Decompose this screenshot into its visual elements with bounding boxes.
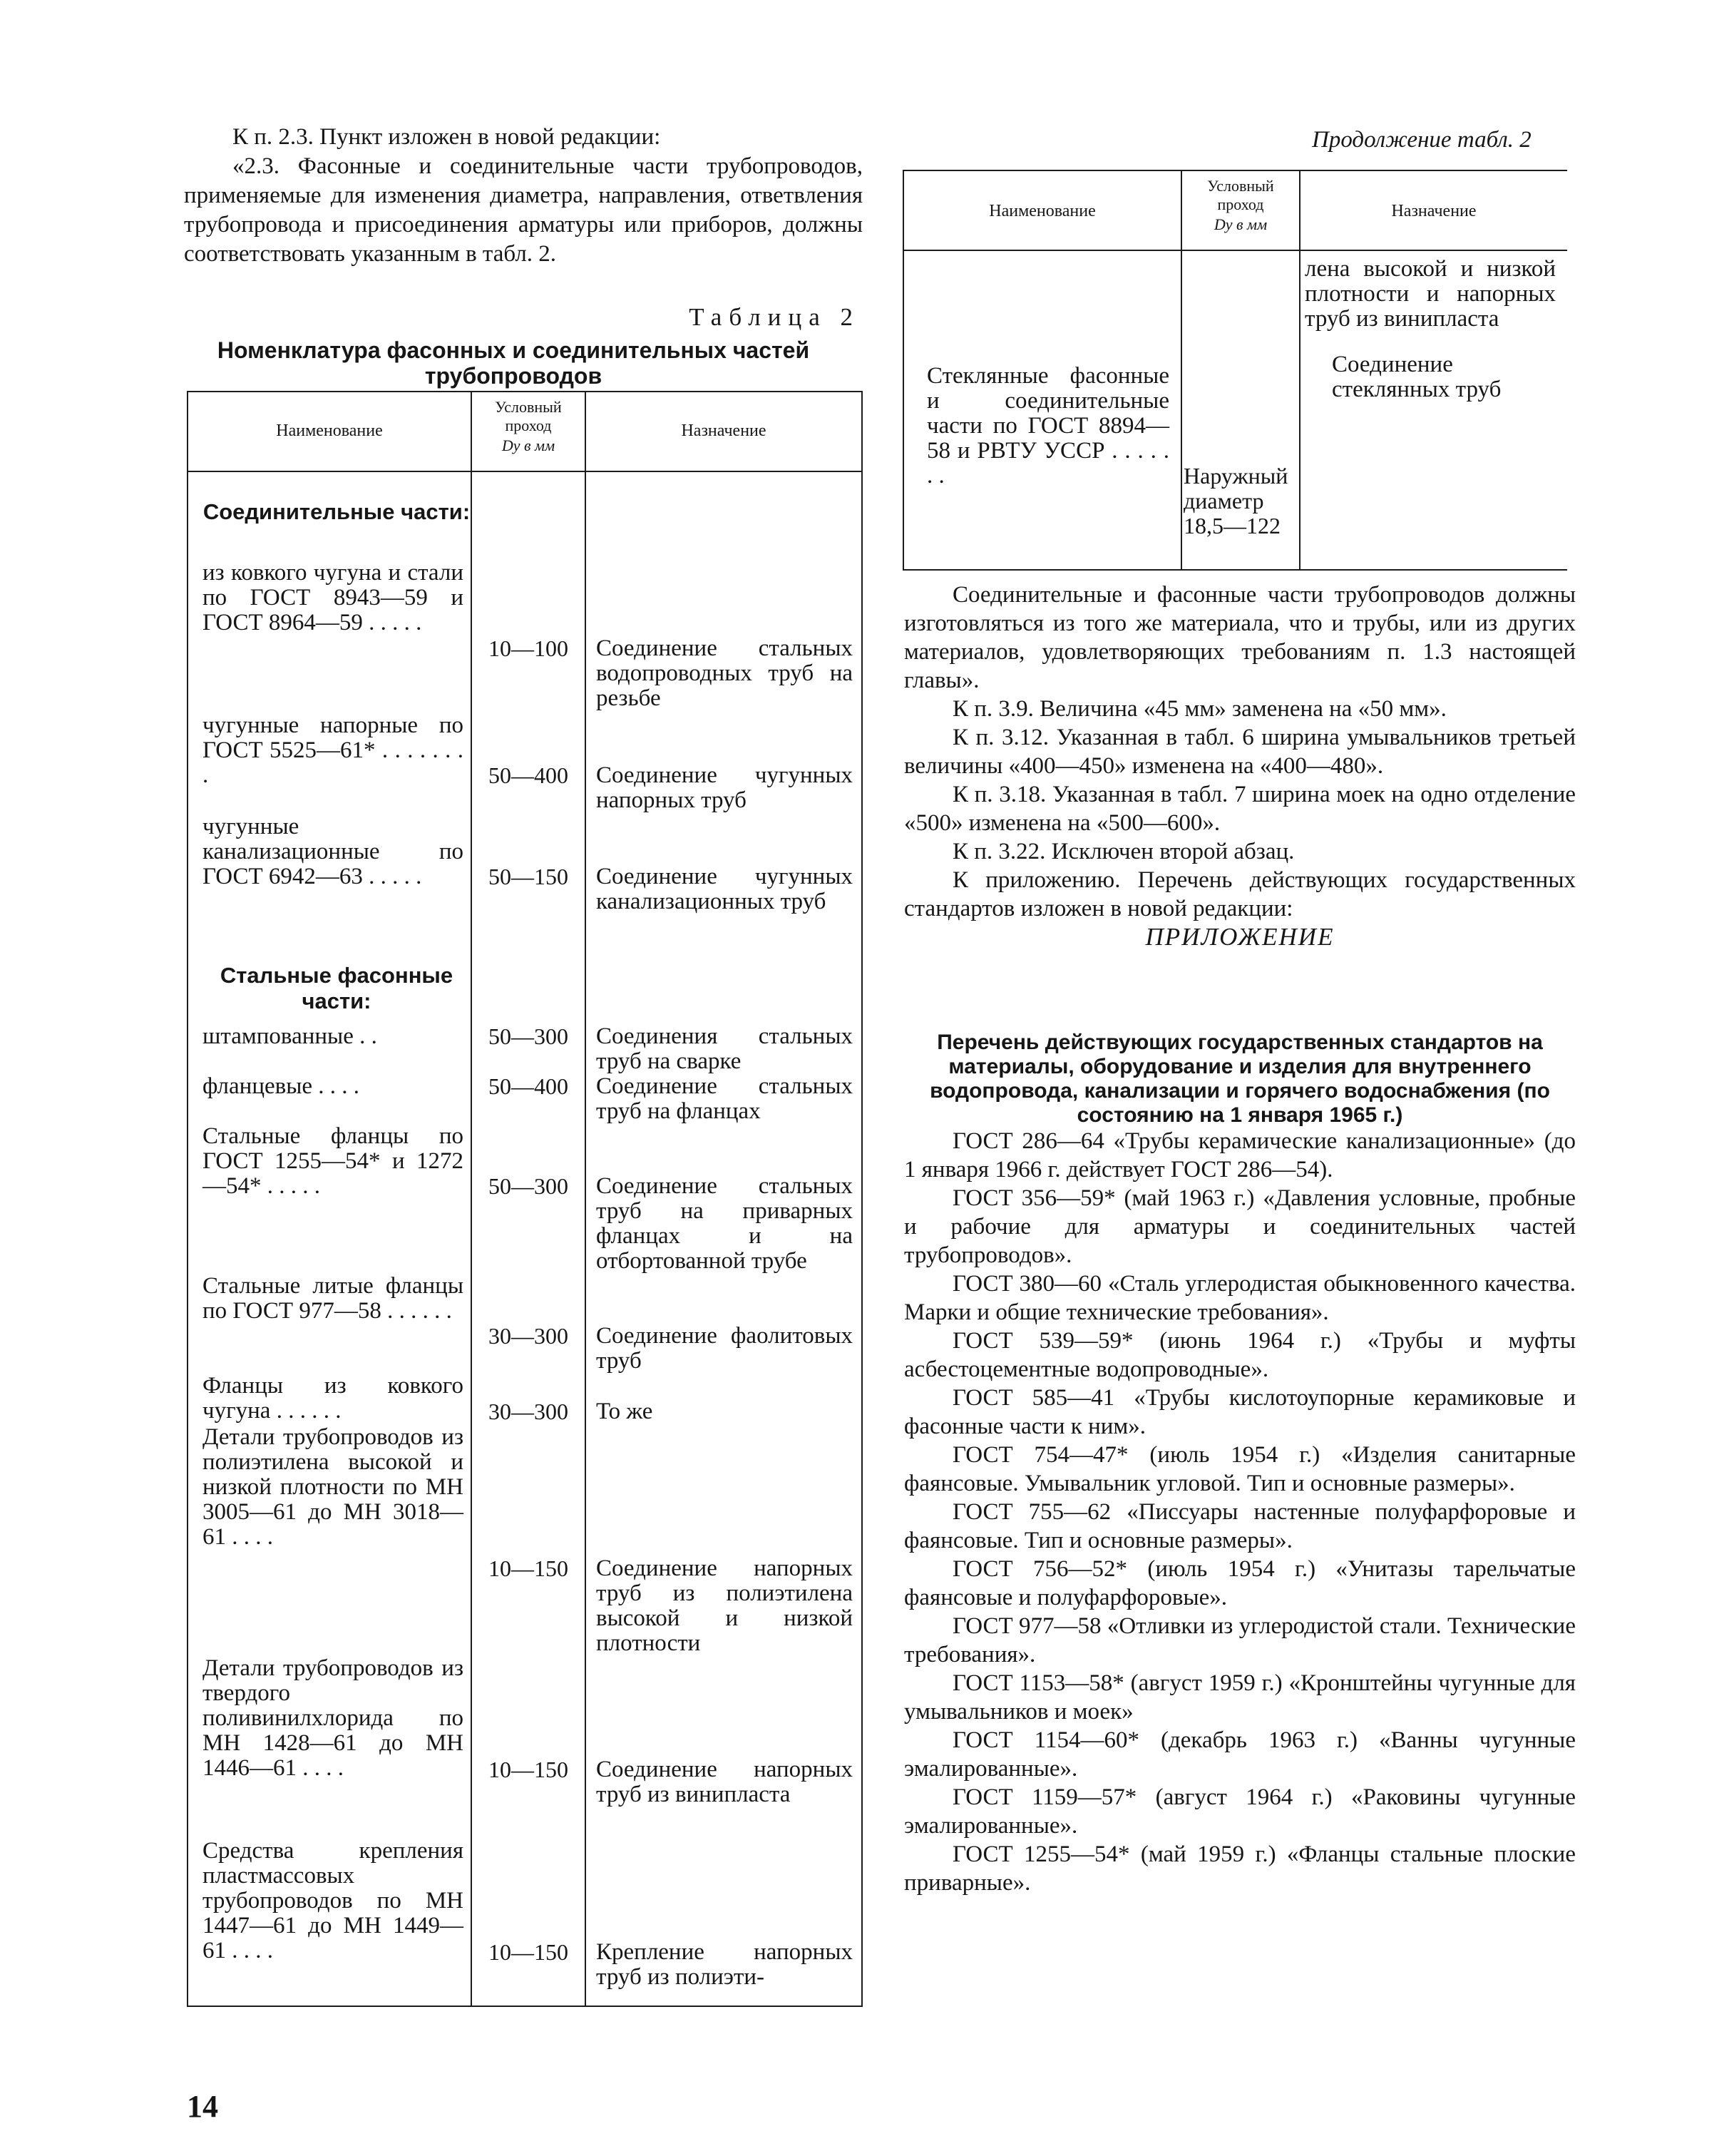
row-purpose: То же: [596, 1399, 653, 1424]
cont-header-name: Наименование: [989, 202, 1096, 220]
row-dn: 10—150: [488, 1555, 568, 1581]
row-name: Средства крепления пластмассовых трубопроводов по МН 1447—61 до МН 1449—61 . . . .: [202, 1838, 463, 1963]
row-name: из ковкого чугуна и стали по ГОСТ 8943—59 и ГОСТ 8964—59 . . . . .: [202, 560, 463, 635]
section-steel-fittings: Стальные фасонные части:: [220, 963, 453, 1013]
cont-row-name: Стеклянные фасонные и соединительные части по ГОСТ 8894—58 и РВТУ УССР . . . . . . .: [927, 363, 1169, 489]
row-purpose: Соединения стальных труб на сварке: [596, 1023, 853, 1074]
list-item: ГОСТ 755—62 «Писсуары настенные полуфарфоровые и фаянсовые. Тип и основные размеры».: [904, 1499, 1576, 1553]
cont-header-purpose: Назначение: [1391, 202, 1477, 220]
row-purpose: Соединение напорных труб из винипласта: [596, 1757, 853, 1807]
list-item: ГОСТ 539—59* (июнь 1964 г.) «Трубы и муфты асбестоцементные водопроводные».: [904, 1328, 1576, 1382]
header-dn-3: Dу в мм: [501, 436, 555, 454]
row-name: Стальные фланцы по ГОСТ 1255—54* и 1272—54* . . . . .: [202, 1123, 463, 1199]
table-divider-1: [471, 391, 472, 2006]
row-purpose: Соединение стальных труб на фланцах: [596, 1073, 853, 1124]
cont-header-rule: [903, 250, 1567, 251]
row-purpose: Соединение чугунных канализационных труб: [596, 864, 853, 914]
row-dn: 50—300: [488, 1023, 568, 1049]
intro-line: К п. 2.3. Пункт изложен в новой редакции:: [232, 124, 661, 150]
row-dn: 10—150: [488, 1757, 568, 1782]
list-item: ГОСТ 286—64 «Трубы керамические канализационные» (до 1 января 1966 г. действует ГОСТ 286—54).: [904, 1128, 1576, 1182]
row-name: Стальные литые фланцы по ГОСТ 977—58 . . . . . .: [202, 1273, 463, 1324]
list-item: ГОСТ 380—60 «Сталь углеродистая обыкновенного качества. Марки и общие технические требования».: [904, 1271, 1576, 1325]
list-item: ГОСТ 754—47* (июль 1954 г.) «Изделия санитарные фаянсовые. Умывальник угловой. Тип и основные размеры».: [904, 1442, 1576, 1496]
row-dn: 50—300: [488, 1173, 568, 1199]
appendix-title: Перечень действующих государственных стандартов на материалы, оборудование и изделия для внутреннего водопровода, канализации и горячего водоснабжения (по состоянию на 1 января 1965 г.): [930, 1031, 1550, 1127]
paragraph: К п. 3.18. Указанная в табл. 7 ширина моек на одно отделение «500» изменена на «500—600».: [904, 782, 1576, 836]
table-title: Номенклатура фасонных и соединительных частей трубопроводов: [217, 337, 810, 389]
table-top-rule: [187, 391, 863, 392]
list-item: ГОСТ 356—59* (май 1963 г.) «Давления условные, пробные и рабочие для арматуры и соединительных частей трубопроводов».: [904, 1185, 1576, 1268]
page-number: 14: [187, 2089, 218, 2124]
row-dn: 30—300: [488, 1399, 568, 1424]
row-purpose: Соединение фаолитовых труб: [596, 1323, 853, 1374]
list-item: ГОСТ 1159—57* (август 1964 г.) «Раковины чугунные эмалированные».: [904, 1784, 1576, 1839]
paragraph: Соединительные и фасонные части трубопроводов должны изготовляться из того же материала, что и трубы, или из других материалов, удовлетворяющих требованиям п. 1.3 настоящей главы».: [904, 582, 1576, 693]
appendix-list: [904, 1127, 1576, 1897]
row-name: чугунные напорные по ГОСТ 5525—61* . . . . . . . .: [202, 712, 463, 788]
cont-bottom-rule: [903, 569, 1567, 571]
appendix-heading: ПРИЛОЖЕНИЕ: [1145, 923, 1335, 951]
row-name: Фланцы из ковкого чугуна . . . . . .: [202, 1373, 463, 1424]
row-name: Детали трубопроводов из полиэтилена высокой и низкой плотности по МН 3005—61 до МН 3018—61 . . . .: [202, 1424, 463, 1550]
cont-carry-purpose: лена высокой и низкой плотности и напорных труб из винипласта: [1305, 256, 1556, 332]
cont-divider-2: [1299, 170, 1300, 569]
row-dn: 50—400: [488, 762, 568, 788]
intro-text: [184, 123, 863, 269]
table-header-rule: [187, 471, 863, 472]
amendments-text: [904, 581, 1576, 951]
header-name: Наименование: [276, 422, 383, 440]
paragraph: К приложению. Перечень действующих государственных стандартов изложен в новой редакции:: [904, 867, 1576, 921]
cont-header-dn-2: проход: [1217, 195, 1264, 213]
row-name: Детали трубопроводов из твердого поливинилхлорида по МН 1428—61 до МН 1446—61 . . . .: [202, 1655, 463, 1781]
cont-top-rule: [903, 170, 1567, 171]
table-divider-2: [585, 391, 586, 2006]
cont-header-dn-3: Dу в мм: [1214, 215, 1268, 233]
list-item: ГОСТ 1154—60* (декабрь 1963 г.) «Ванны чугунные эмалированные».: [904, 1727, 1576, 1782]
table-right-border: [861, 391, 863, 2006]
row-purpose: Соединение напорных труб из полиэтилена высокой и низкой плотности: [596, 1555, 853, 1656]
row-name: фланцевые . . . .: [202, 1073, 360, 1099]
row-dn: 10—100: [488, 635, 568, 661]
row-purpose: Соединение стальных водопроводных труб на резьбе: [596, 635, 853, 711]
paragraph: К п. 3.22. Исключен второй абзац.: [953, 839, 1295, 864]
paragraph: К п. 3.9. Величина «45 мм» заменена на «50 мм».: [953, 696, 1447, 722]
cont-left-border: [903, 170, 904, 569]
row-dn: 50—400: [488, 1073, 568, 1099]
intro-paragraph: «2.3. Фасонные и соединительные части трубопроводов, применяемые для изменения диаметра, направления, ответвления трубопровода и присоединения арматуры или приборов, должны соответствовать указанным в табл. 2.: [184, 153, 863, 267]
section-connecting-parts: Соединительные части:: [202, 499, 471, 524]
table-left-border: [187, 391, 188, 2006]
row-dn: 30—300: [488, 1323, 568, 1349]
cont-header-dn-1: Условный: [1207, 177, 1274, 195]
row-dn: 10—150: [488, 1939, 568, 1965]
header-dn-1: Условный: [495, 398, 562, 416]
list-item: ГОСТ 977—58 «Отливки из углеродистой стали. Технические требования».: [904, 1613, 1576, 1667]
row-purpose: Соединение чугунных напорных труб: [596, 762, 853, 813]
cont-row-purpose: Соединение стеклянных труб: [1332, 352, 1502, 402]
list-item: ГОСТ 756—52* (июль 1954 г.) «Унитазы тарельчатые фаянсовые и полуфарфоровые».: [904, 1556, 1576, 1610]
row-name: штампованные . .: [202, 1023, 377, 1049]
list-item: ГОСТ 1153—58* (август 1959 г.) «Кронштейны чугунные для умывальников и моек»: [904, 1670, 1576, 1725]
table-label: Таблица 2: [689, 303, 860, 331]
row-name: чугунные канализационные по ГОСТ 6942—63 . . . . .: [202, 814, 463, 889]
row-purpose: Крепление напорных труб из полиэти-: [596, 1939, 853, 1990]
cont-row-dn: Наружный диаметр 18,5—122: [1184, 463, 1288, 538]
list-item: ГОСТ 585—41 «Трубы кислотоупорные керамиковые и фасонные части к ним».: [904, 1385, 1576, 1439]
continuation-label: Продолжение табл. 2: [1312, 127, 1532, 153]
list-item: ГОСТ 1255—54* (май 1959 г.) «Фланцы стальные плоские приварные».: [904, 1841, 1576, 1896]
row-purpose: Соединение стальных труб на приварных фланцах и на отбортованной трубе: [596, 1173, 853, 1274]
row-dn: 50—150: [488, 864, 568, 889]
header-dn-2: проход: [505, 417, 552, 434]
table-bottom-rule: [187, 2006, 863, 2007]
paragraph: К п. 3.12. Указанная в табл. 6 ширина умывальников третьей величины «400—450» изменена на «400—480».: [904, 725, 1576, 779]
header-purpose: Назначение: [681, 422, 766, 440]
